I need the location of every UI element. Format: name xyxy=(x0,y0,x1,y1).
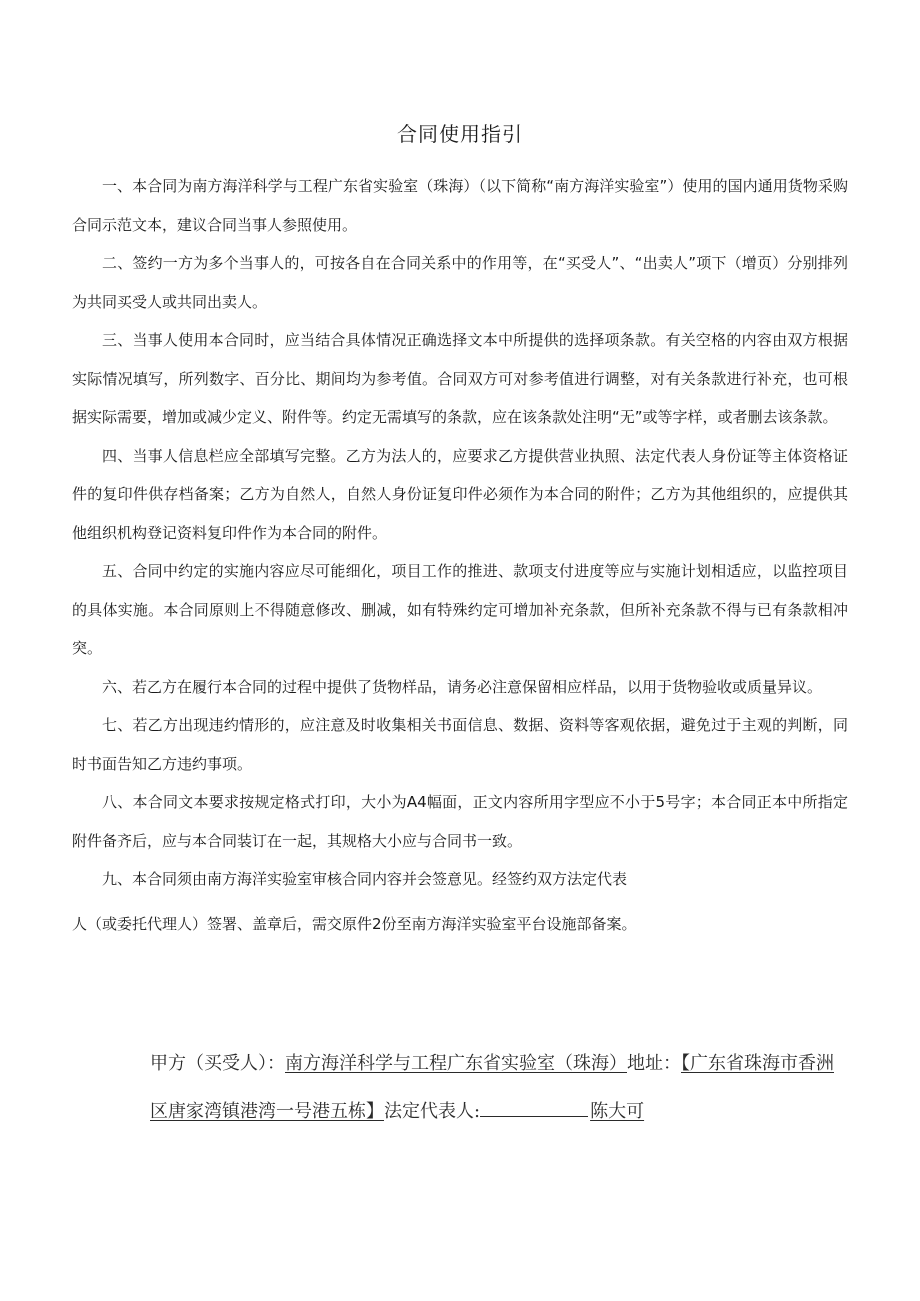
party-a-address: 【广东省珠海市香洲区唐家湾镇港湾一号港五栋】 xyxy=(150,1053,834,1122)
guide-paragraph-9-line-1: 九、本合同须由南方海洋实验室审核合同内容并会签意见。经签约双方法定代表 xyxy=(102,870,628,888)
legal-rep-label: 法定代表人: xyxy=(384,1101,481,1122)
address-label: 地址： xyxy=(627,1053,681,1074)
guide-body xyxy=(72,167,848,943)
guide-paragraph-7: 七、若乙方出现违约情形的，应注意及时收集相关书面信息、数据、资料等客观依据，避免过于主观的判断，同时书面告知乙方违约事项。 xyxy=(72,716,848,773)
legal-rep-blank xyxy=(480,1098,588,1117)
guide-paragraph-4: 四、当事人信息栏应全部填写完整。乙方为法人的，应要求乙方提供营业执照、法定代表人身份证等主体资格证件的复印件供存档备案；乙方为自然人，自然人身份证复印件必须作为本合同的附件；乙方为其他组织的，应提供其他组织机构登记资料复印件作为本合同的附件。 xyxy=(72,446,848,542)
party-a-name: 南方海洋科学与工程广东省实验室（珠海） xyxy=(285,1053,627,1074)
guide-paragraph-3: 三、当事人使用本合同时，应当结合具体情况正确选择文本中所提供的选择项条款。有关空格的内容由双方根据实际情况填写，所列数字、百分比、期间均为参考值。合同双方可对参考值进行调整，对有关条款进行补充，也可根据实际需要，增加或减少定义、附件等。约定无需填写的条款，应在该条款处注明“无”或等字样，或者删去该条款。 xyxy=(72,331,848,426)
guide-paragraph-8: 八、本合同文本要求按规定格式打印，大小为A4幅面，正文内容所用字型应不小于5号字；本合同正本中所指定附件备齐后，应与本合同装订在一起，其规格大小应与合同书一致。 xyxy=(72,793,848,850)
party-a-label: 甲方（买受人）： xyxy=(150,1053,285,1074)
guide-paragraph-2: 二、签约一方为多个当事人的，可按各自在合同关系中的作用等，在“买受人”、“出卖人”项下（增页）分别排列为共同买受人或共同出卖人。 xyxy=(72,254,848,311)
document-title: 合同使用指引 xyxy=(397,122,523,146)
guide-paragraph-9-line-2: 人（或委托代理人）签署、盖章后，需交原件2份至南方海洋实验室平台设施部备案。 xyxy=(72,914,637,933)
legal-rep-name: 陈大可 xyxy=(590,1101,645,1122)
guide-paragraph-1: 一、本合同为南方海洋科学与工程广东省实验室（珠海）（以下简称“南方海洋实验室”）使用的国内通用货物采购合同示范文本，建议合同当事人参照使用。 xyxy=(72,177,848,234)
guide-paragraph-5: 五、合同中约定的实施内容应尽可能细化，项目工作的推进、款项支付进度等应与实施计划相适应，以监控项目的具体实施。本合同原则上不得随意修改、删减，如有特殊约定可增加补充条款，但所补充条款不得与已有条款相冲突。 xyxy=(72,562,848,657)
party-a-info xyxy=(150,1040,850,1136)
guide-paragraph-6: 六、若乙方在履行本合同的过程中提供了货物样品，请务必注意保留相应样品，以用于货物验收或质量异议。 xyxy=(102,677,823,696)
